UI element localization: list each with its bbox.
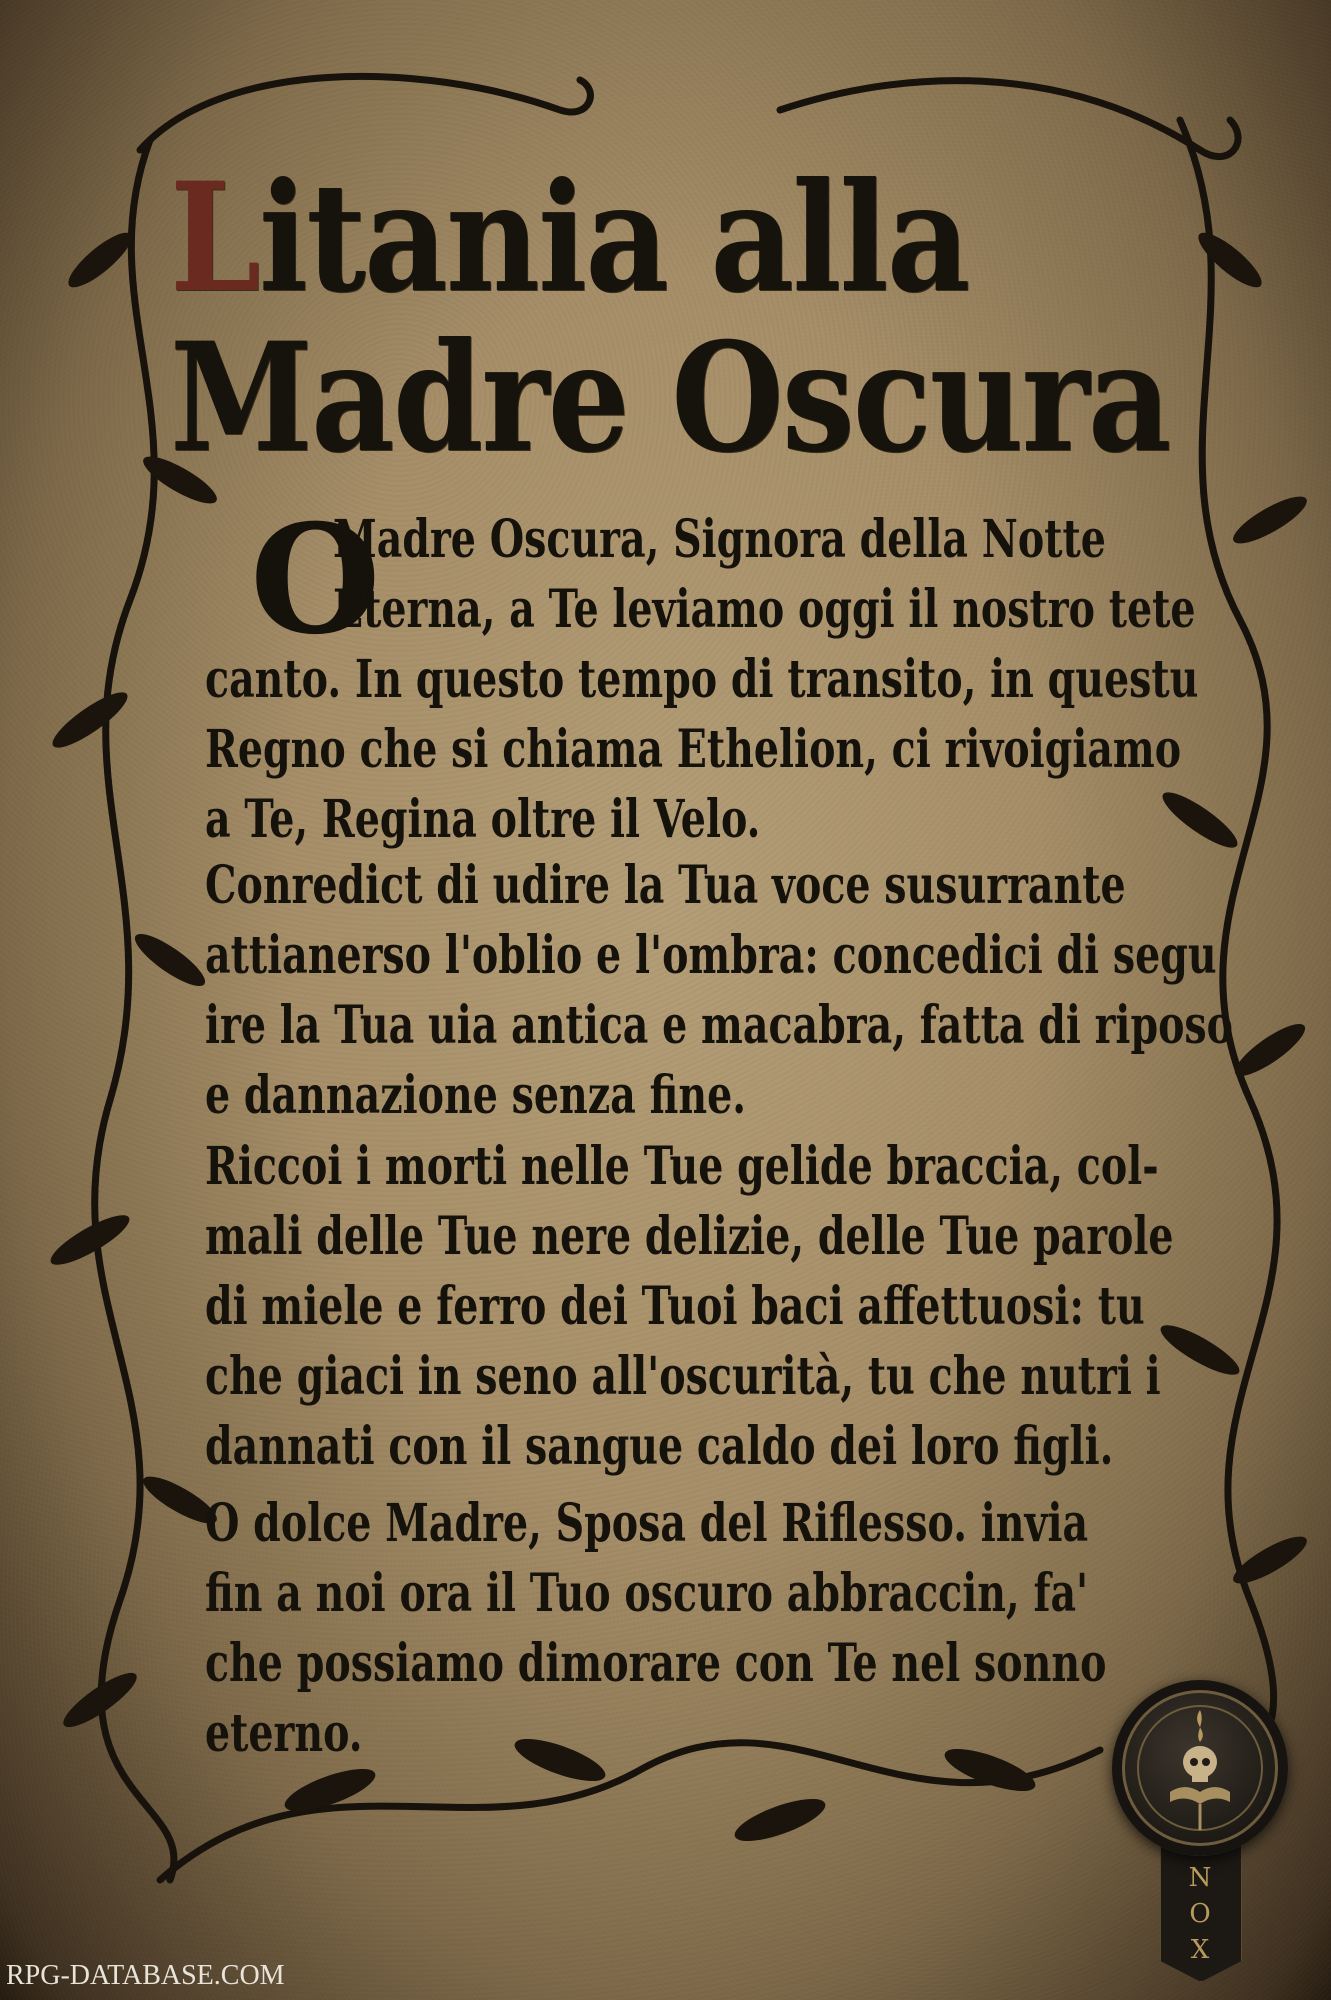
title-line-2: Madre Oscura	[170, 310, 1170, 486]
paragraph-drop-cap: O	[250, 492, 381, 668]
text-line: canto. In questo tempo di transito, in questu	[205, 649, 1199, 710]
left-vine	[95, 140, 174, 1880]
title-line-1-text: itania alla	[258, 150, 969, 326]
text-line: mali delle Tue nere delizie, delle Tue parole	[205, 1206, 1174, 1267]
paragraph-2	[205, 851, 1331, 1131]
text-line: Conredict di udire la Tua voce susurrante	[205, 855, 1126, 916]
ribbon-letter: O	[1189, 1899, 1211, 1929]
seal-ribbon-text	[1160, 1860, 1240, 1968]
text-line: ire la Tua uia antica e macabra, fatta di riposo	[205, 995, 1234, 1056]
top-right-scroll	[780, 81, 1238, 157]
top-left-scroll	[140, 76, 590, 150]
text-line: e dannazione senza fine.	[205, 1065, 746, 1126]
text-line: eterno.	[205, 1703, 363, 1764]
text-line: Madre Oscura, Signora della Notte	[333, 509, 1106, 570]
watermark: RPG-DATABASE.COM	[6, 1960, 285, 1991]
title-line-1	[170, 150, 969, 326]
ribbon-letter: X	[1190, 1935, 1210, 1965]
text-line: dannati con il sangue caldo dei loro figli.	[205, 1416, 1114, 1477]
paragraph-3	[205, 1132, 1331, 1482]
text-line: O dolce Madre, Sposa del Riflesso. invia	[205, 1493, 1089, 1554]
wax-seal	[1112, 1680, 1288, 1856]
paragraph-1	[205, 492, 1331, 855]
text-line: attianerso l'oblio e l'ombra: concedici di segu	[205, 925, 1217, 986]
text-line: di miele e ferro dei Tuoi baci affettuosi: tu	[205, 1276, 1145, 1337]
text-line: che possiamo dimorare con Te nel sonno	[205, 1633, 1107, 1694]
text-line: Regno che si chiama Ethelion, ci rivoigiamo	[205, 719, 1182, 780]
text-line: che giaci in seno all'oscurità, tu che nutri i	[205, 1346, 1161, 1407]
text-line: a Te, Regina oltre il Velo.	[205, 789, 761, 850]
skull-book-seal-icon	[1112, 1680, 1288, 1856]
title-drop-cap: L	[170, 150, 259, 326]
ribbon-letter: N	[1188, 1863, 1212, 1893]
text-line: fin a noi ora il Tuo oscuro abbraccin, fa'	[205, 1563, 1089, 1624]
text-line: Riccoi i morti nelle Tue gelide braccia, col-	[205, 1136, 1159, 1197]
text-line: Eterna, a Te leviamo oggi il nostro tete	[333, 579, 1196, 640]
